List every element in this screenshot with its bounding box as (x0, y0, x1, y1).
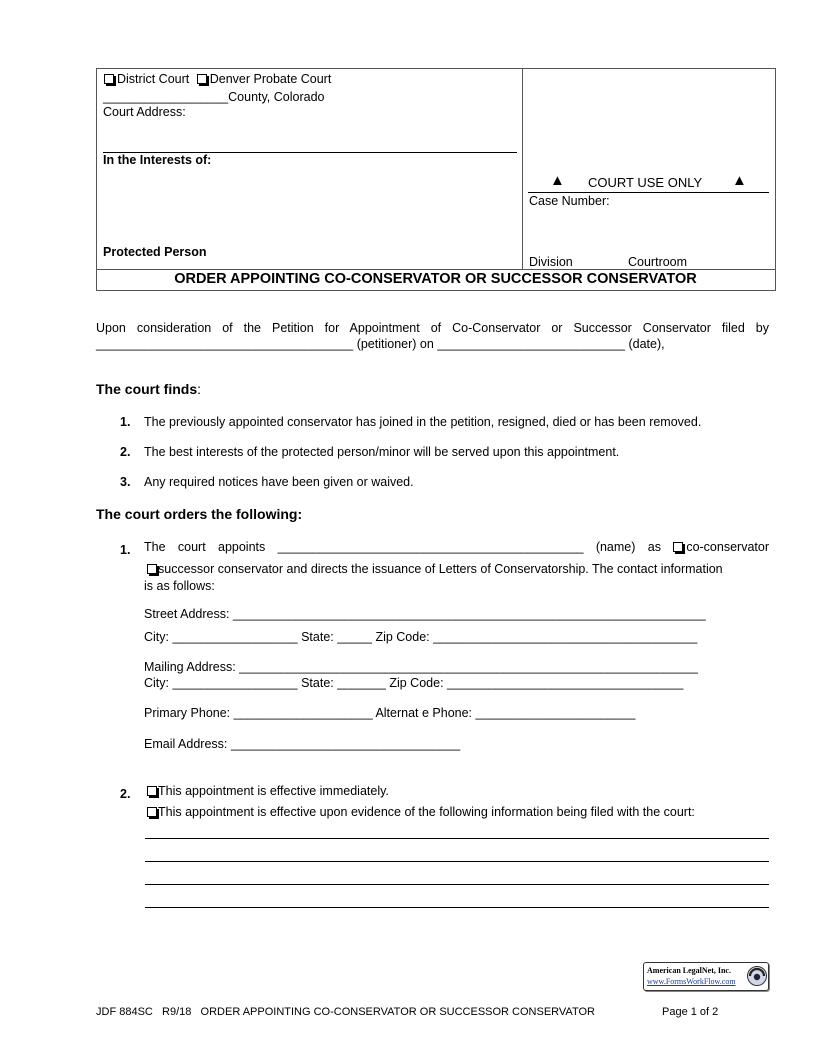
appoints-text: The court appoints ____________________________________________ (name) as (144, 540, 661, 554)
orders-heading: The court orders the following: (96, 506, 303, 522)
division-label: Division (529, 255, 573, 269)
finds-item-3-number: 3. (120, 475, 131, 489)
in-interests-label: In the Interests of: (103, 153, 212, 167)
orders-item-1-line-2 (147, 562, 769, 576)
court-use-separator (528, 192, 769, 193)
intro-line-2: _____________________________________ (petitioner) on ___________________________ (date), (96, 337, 665, 351)
co-conservator-checkbox[interactable] (673, 542, 683, 552)
publisher-url: www.FormsWorkFlow.com (647, 977, 736, 986)
effective-immediately-checkbox[interactable] (147, 786, 157, 796)
effective-upon-evidence-checkbox[interactable] (147, 807, 157, 817)
intro-line-1: Upon consideration of the Petition for Appointment of Co-Conservator or Successor Conservator filed by (96, 321, 769, 335)
finds-item-1-text: The previously appointed conservator has joined in the petition, resigned, died or has been removed. (144, 415, 702, 429)
finds-item-1-number: 1. (120, 415, 131, 429)
denver-probate-checkbox[interactable] (197, 74, 207, 84)
successor-conservator-checkbox[interactable] (147, 564, 157, 574)
up-arrow-icon-right: ▲ (732, 172, 747, 189)
page-title: ORDER APPOINTING CO-CONSERVATOR OR SUCCESSOR CONSERVATOR (174, 271, 697, 287)
court-address-label: Court Address: (103, 105, 186, 119)
finds-item-2-text: The best interests of the protected person/minor will be served upon this appointment. (144, 445, 620, 459)
district-court-label: District Court (117, 72, 190, 86)
court-use-only-label: COURT USE ONLY (588, 175, 703, 190)
county-line: __________________County, Colorado (103, 90, 325, 104)
protected-person-label: Protected Person (103, 245, 207, 259)
orders-item-1-number: 1. (120, 543, 131, 557)
district-court-checkbox[interactable] (104, 74, 114, 84)
effective-immediately-row (147, 784, 389, 798)
footer-form-id: JDF 884SC R9/18 ORDER APPOINTING CO-CONSERVATOR OR SUCCESSOR CONSERVATOR (96, 1006, 595, 1018)
evidence-line-3[interactable] (145, 884, 769, 885)
evidence-line-1[interactable] (145, 838, 769, 839)
finds-heading (96, 381, 201, 397)
finds-heading-text: The court finds (96, 381, 198, 397)
finds-item-2-number: 2. (120, 445, 131, 459)
denver-probate-label: Denver Probate Court (209, 72, 332, 86)
globe-icon (746, 965, 768, 987)
successor-text: successor conservator and directs the issuance of Letters of Conservatorship. The contact information (158, 562, 723, 576)
caption-divider-horizontal (96, 269, 775, 270)
phone-fields[interactable]: Primary Phone: ____________________ Alternat e Phone: _______________________ (144, 706, 636, 720)
co-conservator-label: co-conservator (686, 540, 769, 554)
city-state-zip-field-2[interactable]: City: __________________ State: _______ Zip Code: __________________________________ (144, 676, 684, 690)
orders-item-2-number: 2. (120, 787, 131, 801)
city-state-zip-field-1[interactable]: City: __________________ State: _____ Zip Code: ______________________________________ (144, 630, 698, 644)
effective-upon-evidence-row (147, 805, 695, 819)
effective-immediately-label: This appointment is effective immediately. (158, 784, 389, 798)
evidence-line-4[interactable] (145, 907, 769, 908)
case-number-label: Case Number: (529, 194, 610, 208)
publisher-logo (643, 962, 769, 991)
up-arrow-icon-left: ▲ (550, 172, 565, 189)
footer-page-number: Page 1 of 2 (662, 1006, 719, 1018)
effective-upon-evidence-label: This appointment is effective upon evidence of the following information being filed with the court: (158, 805, 695, 819)
finds-item-3-text: Any required notices have been given or waived. (144, 475, 414, 489)
orders-item-1-line-3: is as follows: (144, 579, 215, 593)
caption-divider-vertical (522, 68, 523, 269)
evidence-line-2[interactable] (145, 861, 769, 862)
street-address-field[interactable]: Street Address: ____________________________________________________________________ (144, 607, 706, 621)
finds-heading-colon: : (197, 381, 202, 397)
courtroom-label: Courtroom (628, 255, 688, 269)
mailing-address-field[interactable]: Mailing Address: __________________________________________________________________ (144, 660, 699, 674)
orders-item-1-line-1 (144, 540, 769, 554)
publisher-name: American LegalNet, Inc. (647, 966, 731, 975)
email-address-field[interactable]: Email Address: _________________________________ (144, 737, 461, 751)
court-type-row (104, 72, 331, 86)
